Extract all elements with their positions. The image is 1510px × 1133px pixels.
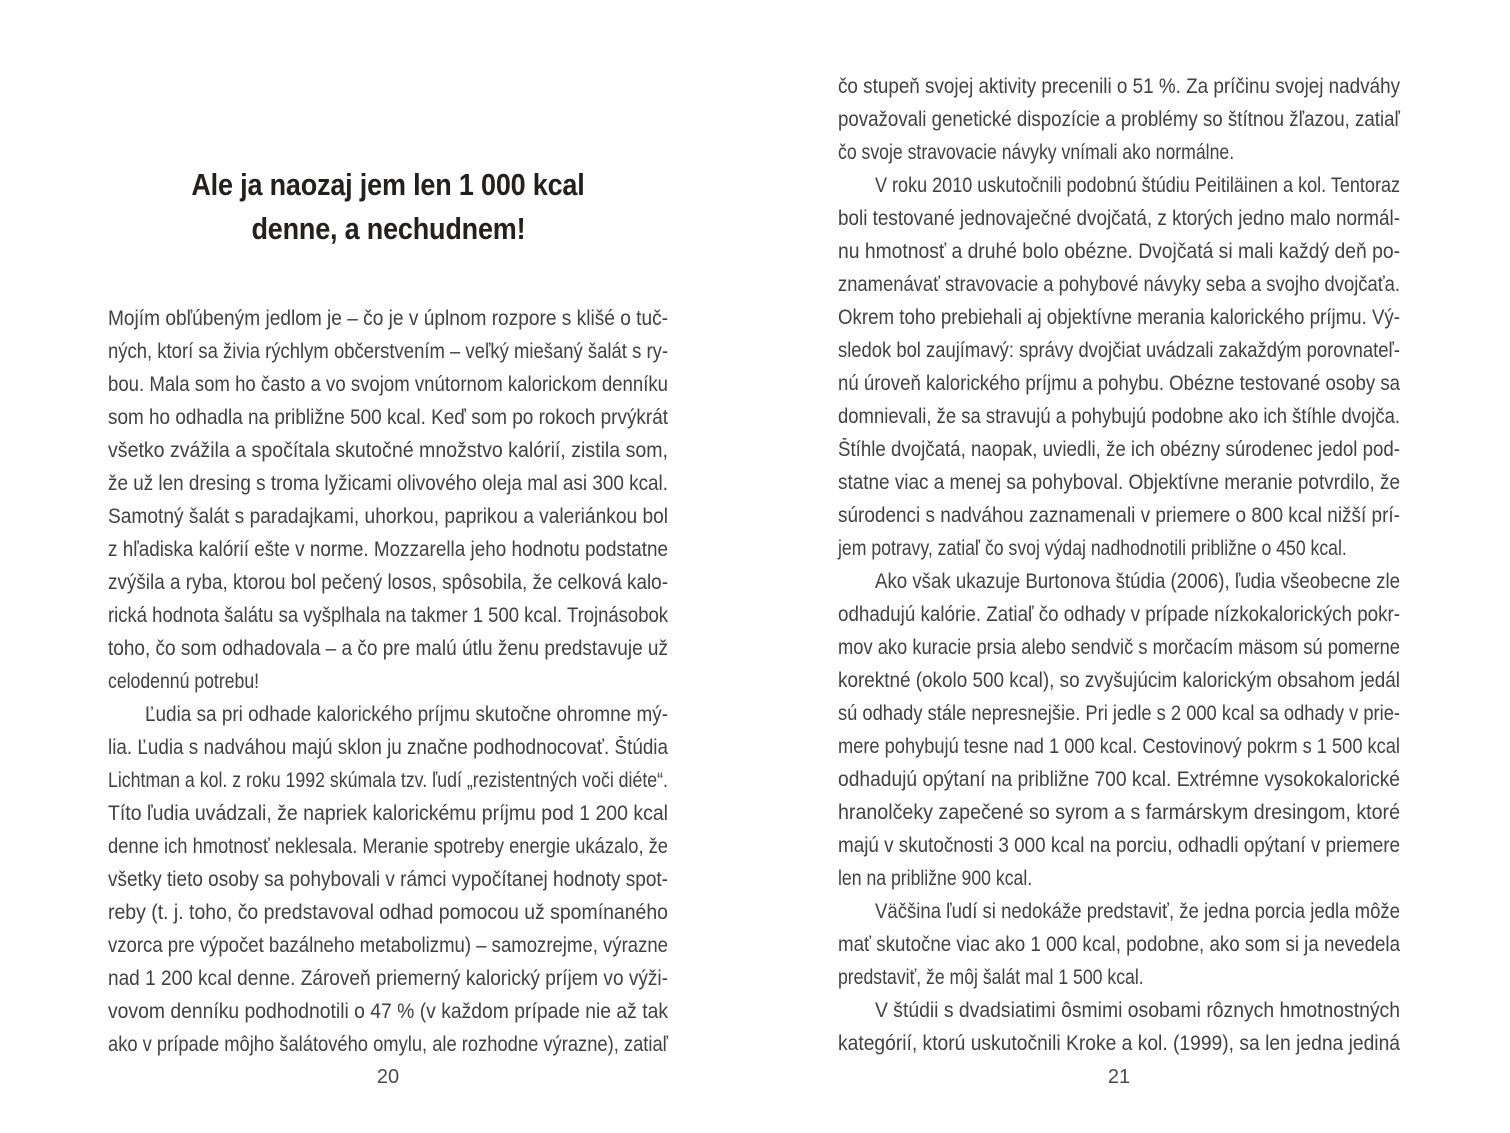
text-line: majú v skutočnosti 3 000 kcal na porciu, odhadli opýtaní v priemere bbox=[838, 834, 1400, 857]
text-line: odhadujú opýtaní na približne 700 kcal. Extrémne vysokokalorické bbox=[838, 768, 1400, 791]
text-line: ako v prípade môjho šalátového omylu, ale rozhodne výrazne), zatiaľ bbox=[108, 1033, 668, 1056]
text-line: ných, ktorí sa živia rýchlym občerstvením – veľký miešaný šalát s ry- bbox=[108, 340, 668, 363]
text-line: Lichtman a kol. z roku 1992 skúmala tzv. ľudí „rezistentných voči diéte“. bbox=[108, 769, 668, 792]
text-line: domnievali, že sa stravujú a pohybujú podobne ako ich štíhle dvojča. bbox=[838, 405, 1400, 428]
chapter-heading bbox=[108, 163, 668, 251]
text-line: všetky tieto osoby sa pohybovali v rámci vypočítanej hodnoty spot- bbox=[108, 868, 668, 891]
text-line: jem potravy, zatiaľ čo svoj výdaj nadhodnotili približne o 450 kcal. bbox=[838, 537, 1347, 560]
text-line: bou. Mala som ho často a vo svojom vnútornom kalorickom denníku bbox=[108, 373, 668, 396]
text-line: denne ich hmotnosť neklesala. Meranie spotreby energie ukázalo, že bbox=[108, 835, 668, 858]
text-line: mov ako kuracie prsia alebo sendvič s morčacím mäsom sú pomerne bbox=[838, 636, 1400, 659]
text-line: sú odhady stále nepresnejšie. Pri jedle s 2 000 kcal sa odhady v prie- bbox=[838, 702, 1400, 725]
text-line: nú úroveň kalorického príjmu a pohybu. Obézne testované osoby sa bbox=[838, 372, 1400, 395]
text-line: rická hodnota šalátu sa vyšplhala na takmer 1 500 kcal. Trojnásobok bbox=[108, 604, 668, 627]
text-line: reby (t. j. toho, čo predstavoval odhad pomocou už spomínaného bbox=[108, 901, 668, 924]
text-line: lia. Ľudia s nadváhou majú sklon ju značne podhodnocovať. Štúdia bbox=[108, 736, 668, 759]
text-line: že už len dresing s troma lyžicami olivového oleja mal asi 300 kcal. bbox=[108, 472, 668, 495]
text-line: len na približne 900 kcal. bbox=[838, 867, 1033, 890]
page-number-left: 20 bbox=[376, 1066, 400, 1088]
text-line: čo svoje stravovacie návyky vnímali ako normálne. bbox=[838, 141, 1235, 164]
text-line: V štúdii s dvadsiatimi ôsmimi osobami rôznych hmotnostných bbox=[875, 999, 1400, 1022]
right-page bbox=[838, 0, 1400, 1133]
text-line: Títo ľudia uvádzali, že napriek kalorickému príjmu pod 1 200 kcal bbox=[108, 802, 668, 825]
text-line: kategórií, ktorú uskutočnili Kroke a kol. (1999), sa len jedna jediná bbox=[838, 1032, 1400, 1055]
left-page-body bbox=[108, 302, 668, 1061]
text-line: statne viac a menej sa pohyboval. Objektívne meranie potvrdilo, že bbox=[838, 471, 1400, 494]
text-line: nad 1 200 kcal denne. Zároveň priemerný kalorický príjem vo výži- bbox=[108, 967, 668, 990]
text-line: Okrem toho prebiehali aj objektívne merania kalorického príjmu. Vý- bbox=[838, 306, 1400, 329]
chapter-heading-line: Ale ja naozaj jem len 1 000 kcal bbox=[191, 167, 585, 202]
text-line: hranolčeky zapečené so syrom a s farmárskym dresingom, ktoré bbox=[838, 801, 1400, 824]
text-line: mere pohybujú tesne nad 1 000 kcal. Cestovinový pokrm s 1 500 kcal bbox=[838, 735, 1400, 758]
text-line: Ľudia sa pri odhade kalorického príjmu skutočne ohromne mý- bbox=[145, 703, 668, 726]
right-page-body bbox=[838, 70, 1400, 1060]
text-line: korektné (okolo 500 kcal), so zvyšujúcim kalorickým obsahom jedál bbox=[838, 669, 1400, 692]
text-line: všetko zvážila a spočítala skutočné množstvo kalórií, zistila som, bbox=[108, 439, 668, 462]
text-line: znamenávať stravovacie a pohybové návyky seba a svojho dvojčaťa. bbox=[838, 273, 1400, 296]
text-line: predstaviť, že môj šalát mal 1 500 kcal. bbox=[838, 966, 1144, 989]
left-page bbox=[108, 0, 668, 1133]
text-line: Väčšina ľudí si nedokáže predstaviť, že jedna porcia jedla môže bbox=[875, 900, 1400, 923]
text-line: Mojím obľúbeným jedlom je – čo je v úplnom rozpore s klišé o tuč- bbox=[108, 307, 668, 330]
text-line: som ho odhadla na približne 500 kcal. Keď som po rokoch prvýkrát bbox=[108, 406, 668, 429]
text-line: zvýšila a ryba, ktorou bol pečený losos, spôsobila, že celková kalo- bbox=[108, 571, 668, 594]
text-line: toho, čo som odhadovala – a čo pre malú útlu ženu predstavuje už bbox=[108, 637, 668, 660]
text-line: odhadujú kalórie. Zatiaľ čo odhady v prípade nízkokalorických pokr- bbox=[838, 603, 1400, 626]
text-line: Ako však ukazuje Burtonova štúdia (2006), ľudia všeobecne zle bbox=[875, 570, 1400, 593]
text-line: nu hmotnosť a druhé bolo obézne. Dvojčatá si mali každý deň po- bbox=[838, 240, 1400, 263]
text-line: vovom denníku podhodnotili o 47 % (v každom prípade nie až tak bbox=[108, 1000, 668, 1023]
text-line: súrodenci s nadváhou zaznamenali v priemere o 800 kcal nižší prí- bbox=[838, 504, 1400, 527]
chapter-heading-line: denne, a nechudnem! bbox=[251, 211, 525, 246]
page-number-right: 21 bbox=[1107, 1066, 1131, 1088]
text-line: považovali genetické dispozície a problémy so štítnou žľazou, zatiaľ bbox=[838, 108, 1400, 131]
text-line: celodennú potrebu! bbox=[108, 670, 260, 693]
text-line: Štíhle dvojčatá, naopak, uviedli, že ich obézny súrodenec jedol pod- bbox=[838, 438, 1400, 461]
text-line: V roku 2010 uskutočnili podobnú štúdiu Peitiläinen a kol. Tentoraz bbox=[875, 174, 1400, 197]
text-line: mať skutočne viac ako 1 000 kcal, podobne, ako som si ja nevedela bbox=[838, 933, 1400, 956]
text-line: sledok bol zaujímavý: správy dvojčiat uvádzali zakaždým porovnateľ- bbox=[838, 339, 1400, 362]
text-line: Samotný šalát s paradajkami, uhorkou, paprikou a valeriánkou bol bbox=[108, 505, 668, 528]
text-line: boli testované jednovaječné dvojčatá, z ktorých jedno malo normál- bbox=[838, 207, 1400, 230]
text-line: vzorca pre výpočet bazálneho metabolizmu) – samozrejme, výrazne bbox=[108, 934, 668, 957]
text-line: z hľadiska kalórií ešte v norme. Mozzarella jeho hodnotu podstatne bbox=[108, 538, 668, 561]
text-line: čo stupeň svojej aktivity precenili o 51 %. Za príčinu svojej nadváhy bbox=[838, 75, 1400, 98]
